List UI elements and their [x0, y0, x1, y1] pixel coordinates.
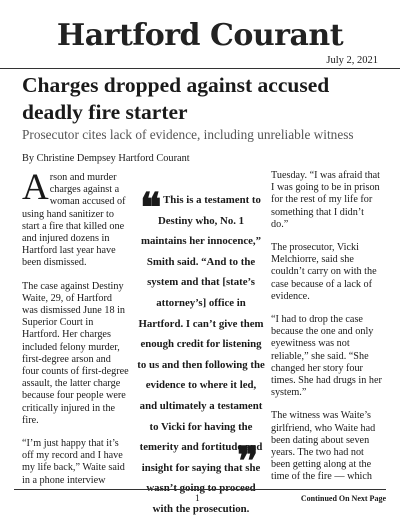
- page-number: 1: [195, 494, 200, 504]
- article-column-3: [271, 170, 383, 495]
- footer-divider: [14, 489, 386, 490]
- masthead: Hartford Courant: [56, 18, 344, 53]
- paragraph-text: rson and murder charges against a woman accused of using hand sanitizer to start a fire that killed one and injured dozens in Hartford last year have been dismissed.: [22, 172, 126, 269]
- open-quote-icon: ❝: [140, 184, 162, 231]
- paragraph: The witness was Waite’s girlfriend, who Waite had been dating about seven years. The two had not been getting along at the time of the fire — which: [271, 410, 376, 483]
- paragraph: Tuesday. “I was afraid that I was going to be in prison for the rest of my life for something that I didn’t do.”: [271, 170, 381, 230]
- paragraph: [22, 167, 130, 270]
- paragraph: The case against Destiny Waite, 29, of Hartford was dismissed June 18 in Superior Court in Hartford. Her charges included felony murder, first-degree arson and four counts of first-degree assault, the latter charge because four people were critically injured in the fire.: [22, 280, 129, 426]
- paragraph: The prosecutor, Vicki Melchiorre, said she couldn’t carry on with the case because of a lack of evidence.: [271, 242, 377, 302]
- pull-quote-text: This is a testament to Destiny who, No. 1 maintains her innocence,” Smith said. “And to the system and that [state’s attorney’s] office in Hartford. I can’t give them enough credit for listening to us and then following the evidence to where it led, and ultimately a testament to Vicki for having the temerity and fortitude and insight for saying that she with the prosecution.: [137, 194, 265, 515]
- subheadline: Prosecutor cites lack of evidence, including unreliable witness: [22, 127, 354, 142]
- continued-link[interactable]: Continued On Next Page: [300, 494, 386, 503]
- paragraph: “I had to drop the case because the one and only eyewitness was not reliable,” she said. “She changed her story four times. She had drugs in her system.”: [271, 314, 382, 399]
- issue-date: July 2, 2021: [326, 55, 378, 66]
- paragraph: “I’m just happy that it’s off my record and I have my life back,” Waite said in a phone interview: [22, 438, 125, 486]
- close-quote-icon: ❞: [237, 438, 259, 485]
- drop-cap: A: [22, 167, 49, 208]
- headline: Charges dropped against accused deadly fire starter: [22, 73, 330, 124]
- article-column-1: [22, 167, 130, 498]
- byline: By Christine Dempsey Hartford Courant: [22, 153, 190, 164]
- header-divider: [0, 68, 400, 69]
